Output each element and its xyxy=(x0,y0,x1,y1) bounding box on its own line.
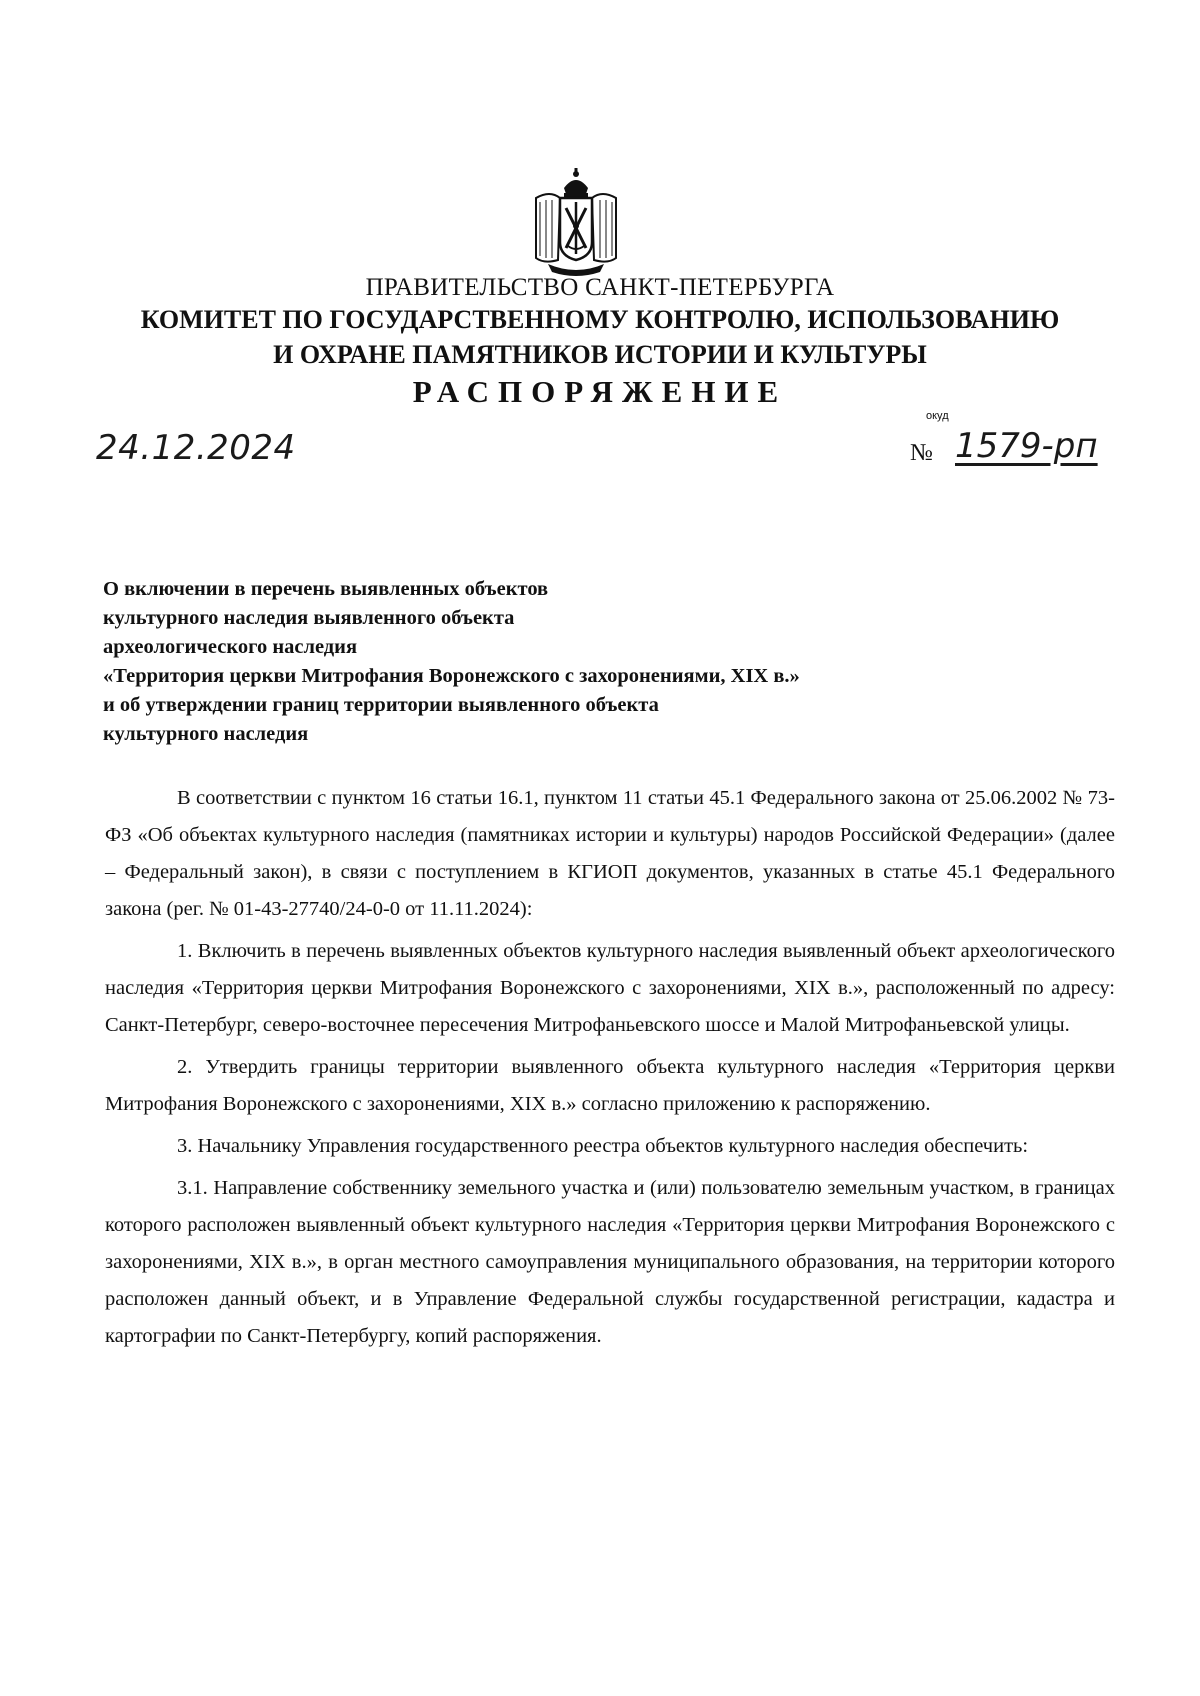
number-sign: № xyxy=(910,440,933,466)
document-type-title: РАСПОРЯЖЕНИЕ xyxy=(412,374,788,409)
document-number: 1579-рп xyxy=(955,426,1098,466)
clause-3: 3. Начальнику Управления государственного реестра объектов культурного наследия обеспечить: xyxy=(177,1135,1029,1157)
clause-1: 1. Включить в перечень выявленных объектов культурного наследия выявленный объект археологического наследия «Территория церкви Митрофания Воронежского с захоронениями, XIX в.», расположенный по адресу: Санкт-Петербург, северо-восточнее пересечения Митрофаньевского шоссе и Малой Митрофаньевской улицы. xyxy=(105,940,1115,1036)
subject-line: О включении в перечень выявленных объектов xyxy=(103,578,549,600)
government-name: ПРАВИТЕЛЬСТВО САНКТ-ПЕТЕРБУРГА xyxy=(365,274,835,301)
subject-line: археологического наследия xyxy=(103,636,358,658)
committee-name-line1: КОМИТЕТ ПО ГОСУДАРСТВЕННОМУ КОНТРОЛЮ, ИСПОЛЬЗОВАНИЮ xyxy=(140,305,1060,334)
coat-of-arms-icon xyxy=(530,168,622,276)
document-body xyxy=(105,780,1115,1360)
clause-3-1: 3.1. Направление собственнику земельного участка и (или) пользователю земельным участком, в границах которого расположен выявленный объект культурного наследия «Территория церкви Митрофания Воронежского с захоронениями, XIX в.», в орган местного самоуправления муниципального образования, на территории которого расположен данный объект, и в Управление Федеральной службы государственной регистрации, кадастра и картографии по Санкт-Петербургу, копий распоряжения. xyxy=(105,1177,1115,1347)
okud-label: окуд xyxy=(926,410,949,422)
subject-line: «Территория церкви Митрофания Воронежского с захоронениями, XIX в.» xyxy=(103,665,800,687)
document-subject xyxy=(103,575,800,749)
subject-line: и об утверждении границ территории выявленного объекта xyxy=(103,694,659,716)
preamble-paragraph: В соответствии с пунктом 16 статьи 16.1, пунктом 11 статьи 45.1 Федерального закона от 25.06.2002 № 73-ФЗ «Об объектах культурного наследия (памятниках истории и культуры) народов Российской Федерации» (далее – Федеральный закон), в связи с поступлением в КГИОП документов, указанных в статье 45.1 Федерального закона (рег. № 01-43-27740/24-0-0 от 11.11.2024): xyxy=(105,787,1115,920)
document-date: 24.12.2024 xyxy=(96,428,296,468)
subject-line: культурного наследия выявленного объекта xyxy=(103,607,515,629)
subject-line: культурного наследия xyxy=(103,723,309,745)
clause-2: 2. Утвердить границы территории выявленного объекта культурного наследия «Территория церкви Митрофания Воронежского с захоронениями, XIX в.» согласно приложению к распоряжению. xyxy=(105,1056,1115,1115)
committee-name-line2: И ОХРАНЕ ПАМЯТНИКОВ ИСТОРИИ И КУЛЬТУРЫ xyxy=(273,340,927,369)
